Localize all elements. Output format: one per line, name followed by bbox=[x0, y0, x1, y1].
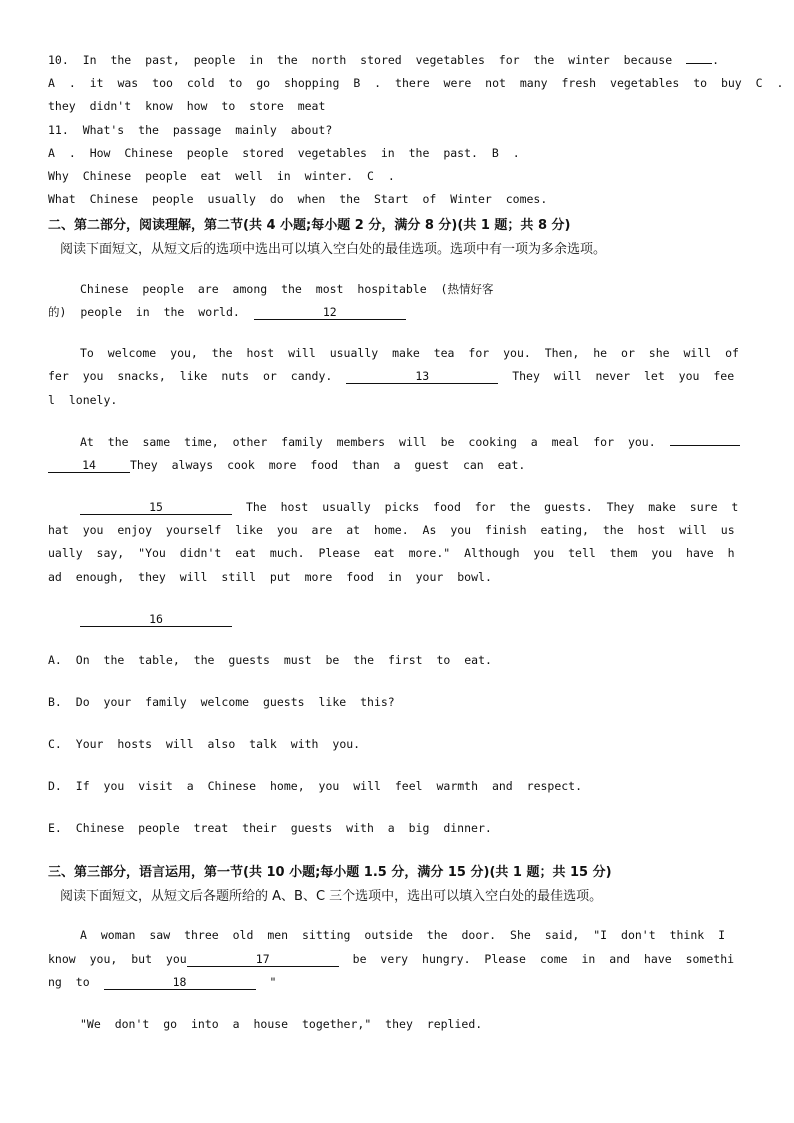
passage-line: hat you enjoy yourself like you are at home. As you finish eating, the host will us bbox=[48, 523, 735, 537]
passage-line: 14 They always cook more food than a guest can eat. bbox=[48, 458, 525, 473]
passage-line: Chinese people are among the most hospitable (热情好客 bbox=[80, 282, 494, 296]
question-11-stem: 11. What's the passage mainly about? bbox=[48, 123, 333, 137]
passage-line: 的) people in the world. 12 bbox=[48, 304, 406, 320]
blank-12: 12 bbox=[254, 305, 406, 320]
passage-line: ng to 18 " bbox=[48, 975, 277, 989]
blank-16: 16 bbox=[80, 612, 232, 627]
passage-line: At the same time, other family members will be cooking a meal for you. bbox=[48, 435, 740, 449]
blank-13: 13 bbox=[346, 369, 498, 384]
option-d: D. If you visit a Chinese home, you will feel warmth and respect. bbox=[48, 779, 583, 793]
passage-line: know you, but you 17 be very hungry. Please come in and have somethi bbox=[48, 952, 735, 966]
section-3-instruction: 阅读下面短文，从短文后各题所给的 A、B、C 三个选项中，选出可以填入空白处的最佳选项。 bbox=[60, 889, 603, 904]
answer-blank bbox=[670, 445, 740, 446]
option-b: B. Do your family welcome guests like this? bbox=[48, 695, 395, 709]
question-10-options-line: they didn't know how to store meat bbox=[48, 99, 326, 113]
section-2-instruction: 阅读下面短文，从短文后的选项中选出可以填入空白处的最佳选项。选项中有一项为多余选项。 bbox=[60, 242, 607, 257]
blank-17: 17 bbox=[187, 952, 339, 967]
passage-line bbox=[48, 612, 232, 627]
passage-line: "We don't go into a house together," they replied. bbox=[80, 1017, 483, 1031]
passage-line: To welcome you, the host will usually make tea for you. Then, he or she will of bbox=[80, 346, 739, 360]
option-c: C. Your hosts will also talk with you. bbox=[48, 737, 361, 751]
passage-line: ually say, "You didn't eat much. Please eat more." Although you tell them you have h bbox=[48, 546, 735, 560]
question-11-options-line: What Chinese people usually do when the Start of Winter comes. bbox=[48, 192, 548, 206]
passage-line: A woman saw three old men sitting outside the door. She said, "I don't think I bbox=[80, 928, 726, 942]
option-e: E. Chinese people treat their guests with a big dinner. bbox=[48, 821, 492, 835]
passage-line: 15 The host usually picks food for the guests. They make sure t bbox=[48, 500, 738, 515]
question-11-options-line: A . How Chinese people stored vegetables in the past. B . bbox=[48, 146, 520, 160]
passage-line: ad enough, they will still put more food in your bowl. bbox=[48, 570, 492, 584]
passage-line: fer you snacks, like nuts or candy. 13 They will never let you fee bbox=[48, 369, 735, 383]
blank-18: 18 bbox=[104, 975, 256, 990]
question-11-options-line: Why Chinese people eat well in winter. C . bbox=[48, 169, 395, 183]
section-2-heading: 二、第二部分，阅读理解，第二节(共 4 小题;每小题 2 分，满分 8 分)(共 1 题；共 8 分) bbox=[48, 218, 571, 233]
passage-line: l lonely. bbox=[48, 393, 118, 407]
section-3-heading: 三、第三部分，语言运用，第一节(共 10 小题;每小题 1.5 分，满分 15 分)(共 1 题；共 15 分) bbox=[48, 865, 612, 880]
question-10-options-line: A . it was too cold to go shopping B . there were not many fresh vegetables to buy C . bbox=[48, 76, 784, 90]
blank-15: 15 bbox=[80, 500, 232, 515]
blank-14: 14 bbox=[48, 458, 130, 473]
option-a: A. On the table, the guests must be the first to eat. bbox=[48, 653, 492, 667]
answer-blank bbox=[686, 63, 712, 64]
question-10-stem: 10. In the past, people in the north stored vegetables for the winter because . bbox=[48, 53, 719, 67]
